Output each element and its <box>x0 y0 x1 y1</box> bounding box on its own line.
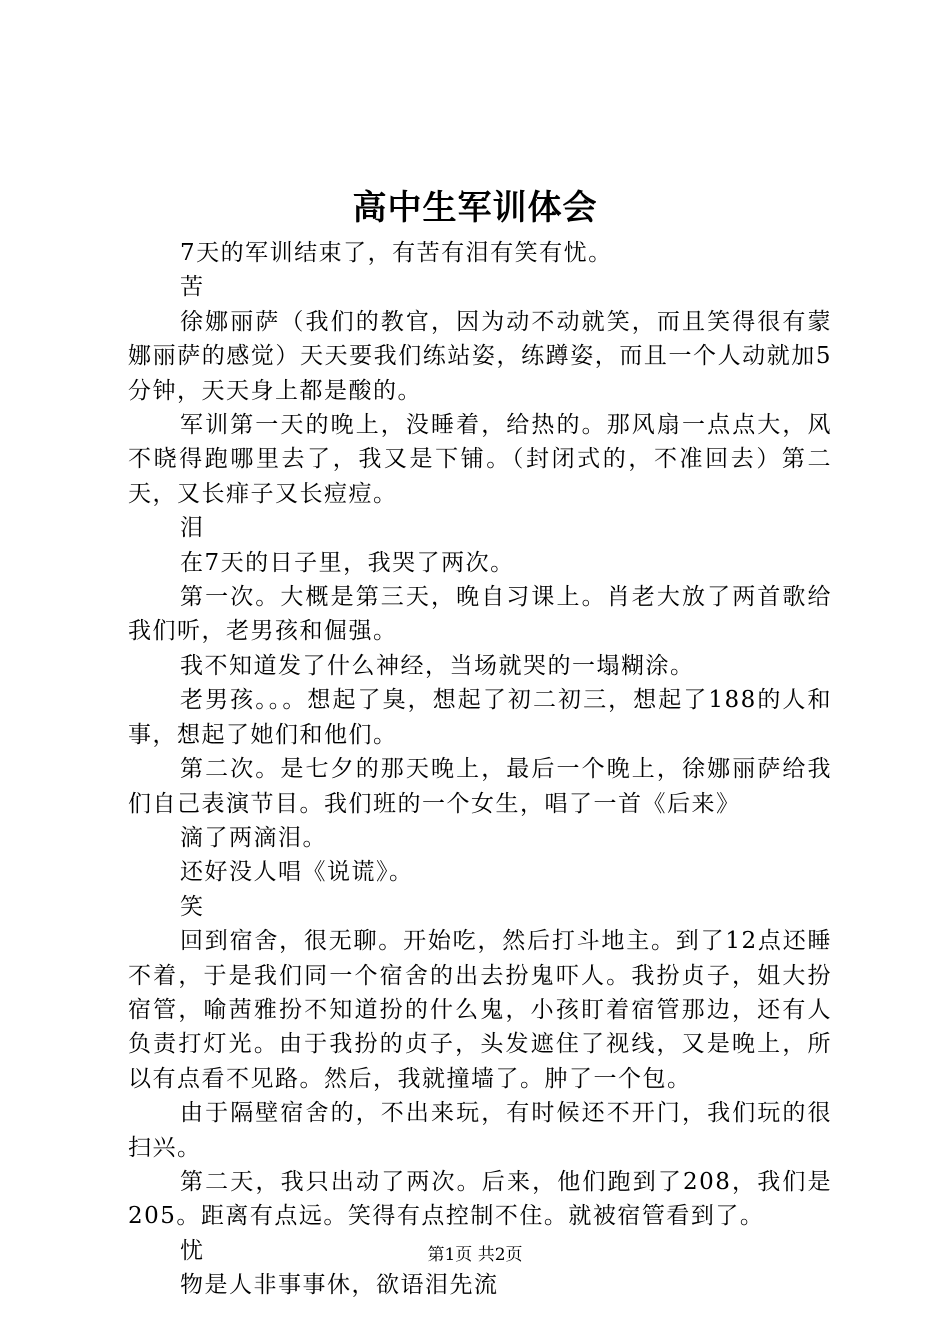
paragraph: 徐娜丽萨（我们的教官，因为动不动就笑，而且笑得很有蒙娜丽萨的感觉）天天要我们练站姿，练蹲姿，而且一个人动就加5分钟，天天身上都是酸的。 <box>128 308 832 404</box>
section-heading-bitter: 苦 <box>180 274 205 301</box>
paragraph: 我不知道发了什么神经，当场就哭的一塌糊涂。 <box>180 652 695 679</box>
section-heading-worry: 忧 <box>180 1237 205 1264</box>
paragraph: 军训第一天的晚上，没睡着，给热的。那风扇一点点大，风不晓得跑哪里去了，我又是下铺。（封闭式的，不准回去）第二天，又长痱子又长痘痘。 <box>128 412 832 507</box>
document-body <box>128 236 832 1303</box>
section-heading-tears: 泪 <box>180 515 205 542</box>
paragraph: 在7天的日子里，我哭了两次。 <box>180 549 515 576</box>
paragraph: 老男孩。。。想起了臭，想起了初二初三，想起了188的人和事，想起了她们和他们。 <box>128 687 832 748</box>
paragraph-intro: 7天的军训结束了，有苦有泪有笑有忧。 <box>180 240 613 266</box>
paragraph: 物是人非事事休，欲语泪先流 <box>180 1272 499 1299</box>
paragraph: 第二次。是七夕的那天晚上，最后一个晚上，徐娜丽萨给我们自己表演节目。我们班的一个女生，唱了一首《后来》 <box>128 756 832 817</box>
paragraph: 第一次。大概是第三天，晚自习课上。肖老大放了两首歌给我们听，老男孩和倔强。 <box>128 584 832 645</box>
paragraph: 回到宿舍，很无聊。开始吃，然后打斗地主。到了12点还睡不着，于是我们同一个宿舍的出去扮鬼吓人。我扮贞子，姐大扮宿管，喻茜雅扮不知道扮的什么鬼，小孩盯着宿管那边，还有人负责打灯光。由于我扮的贞子，头发遮住了视线，又是晚上，所以有点看不见路。然后，我就撞墙了。肿了一个包。 <box>128 928 832 1092</box>
paragraph: 由于隔壁宿舍的，不出来玩，有时候还不开门，我们玩的很扫兴。 <box>128 1100 832 1161</box>
paragraph: 还好没人唱《说谎》。 <box>180 859 414 886</box>
page-title: 高中生军训体会 <box>352 188 598 228</box>
paragraph: 第二天，我只出动了两次。后来，他们跑到了208，我们是205。距离有点远。笑得有点控制不住。就被宿管看到了。 <box>128 1168 832 1230</box>
page-number-footer: 第1页 共2页 <box>427 1245 523 1265</box>
paragraph: 滴了两滴泪。 <box>180 824 327 851</box>
section-heading-laughter: 笑 <box>180 893 205 920</box>
